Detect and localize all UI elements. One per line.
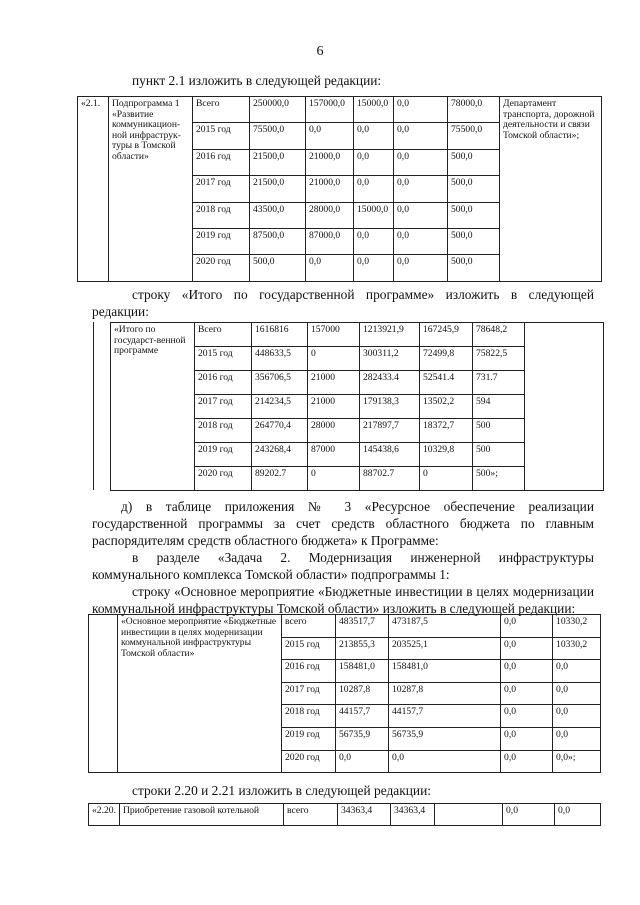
value-cell: 500,0 xyxy=(448,176,500,202)
value-cell: 0,0 xyxy=(501,615,553,638)
value-cell: 217897,7 xyxy=(360,419,420,443)
value-cell: 28000,0 xyxy=(306,202,354,228)
value-cell: 0,0»; xyxy=(553,750,601,773)
value-cell: 87000 xyxy=(308,443,360,467)
value-cell: 500,0 xyxy=(448,228,500,254)
value-cell: 0,0 xyxy=(394,176,448,202)
value-cell: 500,0 xyxy=(448,255,500,281)
value-cell: 157000,0 xyxy=(306,97,354,123)
value-cell: 72499,8 xyxy=(420,347,473,371)
value-cell: 0,0 xyxy=(354,149,394,175)
value-cell: 264770,4 xyxy=(252,419,308,443)
value-cell: 0,0 xyxy=(336,750,389,773)
instruction-paragraph-5: строку «Основное мероприятие «Бюджетные инвестиции в целях модернизации xyxy=(132,584,594,599)
table-total-program xyxy=(110,322,604,491)
value-cell: 34363,4 xyxy=(338,804,391,826)
value-cell: 21000,0 xyxy=(306,176,354,202)
year-cell: 2020 год xyxy=(195,467,252,491)
table-row xyxy=(78,97,602,123)
value-cell: 15000,0 xyxy=(354,202,394,228)
activity-name-cell: Приобретение газовой котельной xyxy=(120,804,284,826)
value-cell: 44157,7 xyxy=(336,705,389,728)
year-cell: всего xyxy=(282,615,336,638)
row-number-cell xyxy=(89,615,118,773)
instruction-paragraph-3-end: распорядителям средств областного бюджета» к Программе: xyxy=(92,533,439,548)
value-cell: 21500,0 xyxy=(250,176,306,202)
value-cell: 15000,0 xyxy=(354,97,394,123)
year-cell: 2019 год xyxy=(195,443,252,467)
value-cell: 0,0 xyxy=(501,660,553,683)
year-cell: 2015 год xyxy=(195,347,252,371)
year-cell: 2015 год xyxy=(282,637,336,660)
value-cell: 157000 xyxy=(308,323,360,347)
value-cell: 75500,0 xyxy=(250,123,306,149)
year-cell: 2017 год xyxy=(195,395,252,419)
value-cell: 21000,0 xyxy=(306,149,354,175)
subprogram-name-cell: Подпрограмма 1 «Развитие коммуникацион-ной инфраструк-туры в Томской области» xyxy=(109,97,193,282)
year-cell: 2018 год xyxy=(282,705,336,728)
value-cell: 0 xyxy=(308,467,360,491)
value-cell: 1616816 xyxy=(252,323,308,347)
table-row xyxy=(89,615,601,638)
value-cell: 0,0 xyxy=(394,149,448,175)
year-cell: Всего xyxy=(195,323,252,347)
value-cell: 0,0 xyxy=(306,123,354,149)
instruction-paragraph-6: строки 2.20 и 2.21 изложить в следующей редакции: xyxy=(132,783,431,798)
value-cell: 0,0 xyxy=(354,228,394,254)
value-cell: 56735,9 xyxy=(389,727,501,750)
value-cell: 18372,7 xyxy=(420,419,473,443)
instruction-paragraph-1: пункт 2.1 изложить в следующей редакции: xyxy=(132,73,382,88)
total-name-cell: «Итого по государст-венной программе xyxy=(111,323,195,491)
year-cell: 2019 год xyxy=(193,228,250,254)
table-subprogram-1 xyxy=(77,96,602,282)
table-main-activity xyxy=(88,614,601,773)
table-left-border xyxy=(93,322,94,490)
responsible-cell: Департамент транспорта, дорожной деятельности и связи Томской области»; xyxy=(500,97,602,282)
value-cell: 203525,1 xyxy=(389,637,501,660)
value-cell: 0,0 xyxy=(501,705,553,728)
value-cell: 158481,0 xyxy=(336,660,389,683)
value-cell: 214234,5 xyxy=(252,395,308,419)
value-cell: 167245,9 xyxy=(420,323,473,347)
value-cell: 356706,5 xyxy=(252,371,308,395)
value-cell: 0,0 xyxy=(394,202,448,228)
year-cell: 2017 год xyxy=(193,176,250,202)
year-cell: 2016 год xyxy=(195,371,252,395)
value-cell: 0,0 xyxy=(555,804,601,826)
value-cell: 0,0 xyxy=(501,727,553,750)
year-cell: 2017 год xyxy=(282,682,336,705)
value-cell: 0,0 xyxy=(553,682,601,705)
value-cell: 500,0 xyxy=(250,255,306,281)
year-cell: 2020 год xyxy=(193,255,250,281)
value-cell: 0,0 xyxy=(394,255,448,281)
page-number: 6 xyxy=(316,44,324,59)
value-cell: 500,0 xyxy=(448,202,500,228)
value-cell: 0,0 xyxy=(394,123,448,149)
value-cell: 243268,4 xyxy=(252,443,308,467)
empty-cell xyxy=(525,323,604,491)
activity-name-cell: «Основное мероприятие «Бюджетные инвестиции в целях модернизации коммунальной инфраструктуры Томской области» xyxy=(118,615,282,773)
instruction-paragraph-2-cont: редакции: xyxy=(92,304,149,319)
instruction-paragraph-3-cont: государственной программы за счет средств областного бюджета по главным xyxy=(92,516,594,531)
value-cell: 594 xyxy=(473,395,525,419)
value-cell: 0,0 xyxy=(501,682,553,705)
value-cell: 731.7 xyxy=(473,371,525,395)
value-cell: 0,0 xyxy=(503,804,555,826)
year-cell: 2019 год xyxy=(282,727,336,750)
value-cell: 500,0 xyxy=(448,149,500,175)
value-cell: 88702.7 xyxy=(360,467,420,491)
row-number-cell: «2.1. xyxy=(78,97,109,282)
value-cell: 0,0 xyxy=(553,705,601,728)
value-cell: 21000 xyxy=(308,371,360,395)
table-row xyxy=(111,323,604,347)
year-cell: 2020 год xyxy=(282,750,336,773)
value-cell: 213855,3 xyxy=(336,637,389,660)
value-cell: 75822,5 xyxy=(473,347,525,371)
value-cell: 21000 xyxy=(308,395,360,419)
value-cell: 0,0 xyxy=(354,123,394,149)
row-number-cell: «2.20. xyxy=(89,804,120,826)
value-cell: 87500,0 xyxy=(250,228,306,254)
instruction-paragraph-3: д) в таблице приложения № 3 «Ресурсное обеспечение реализации xyxy=(121,499,594,514)
year-cell: 2016 год xyxy=(193,149,250,175)
value-cell: 0,0 xyxy=(394,97,448,123)
value-cell: 56735,9 xyxy=(336,727,389,750)
value-cell: 473187,5 xyxy=(389,615,501,638)
year-cell: 2015 год xyxy=(193,123,250,149)
value-cell: 21500,0 xyxy=(250,149,306,175)
instruction-paragraph-4: в разделе «Задача 2. Модернизация инженерной инфраструктуры xyxy=(132,550,594,565)
value-cell: 10287,8 xyxy=(389,682,501,705)
value-cell: 282433.4 xyxy=(360,371,420,395)
value-cell: 10329,8 xyxy=(420,443,473,467)
value-cell: 89202.7 xyxy=(252,467,308,491)
year-cell: 2018 год xyxy=(193,202,250,228)
instruction-paragraph-4-cont: коммунального комплекса Томской области» подпрограммы 1: xyxy=(92,567,450,582)
value-cell: 52541.4 xyxy=(420,371,473,395)
table-rows-2-20 xyxy=(88,803,601,826)
value-cell: 44157,7 xyxy=(389,705,501,728)
value-cell: 0,0 xyxy=(501,750,553,773)
value-cell: 0,0 xyxy=(354,176,394,202)
value-cell: 300311,2 xyxy=(360,347,420,371)
value-cell: 1213921,9 xyxy=(360,323,420,347)
value-cell: 10330,2 xyxy=(553,615,601,638)
year-cell: всего xyxy=(284,804,338,826)
value-cell: 0,0 xyxy=(354,255,394,281)
instruction-paragraph-2: строку «Итого по государственной программе» изложить в следующей xyxy=(132,287,594,302)
value-cell: 10287,8 xyxy=(336,682,389,705)
value-cell: 34363,4 xyxy=(391,804,435,826)
year-cell: Всего xyxy=(193,97,250,123)
year-cell: 2016 год xyxy=(282,660,336,683)
value-cell: 28000 xyxy=(308,419,360,443)
value-cell: 448633,5 xyxy=(252,347,308,371)
value-cell: 250000,0 xyxy=(250,97,306,123)
value-cell: 87000,0 xyxy=(306,228,354,254)
value-cell: 500 xyxy=(473,419,525,443)
value-cell: 145438,6 xyxy=(360,443,420,467)
value-cell: 500»; xyxy=(473,467,525,491)
value-cell: 0,0 xyxy=(553,660,601,683)
value-cell: 0,0 xyxy=(394,228,448,254)
value-cell: 0 xyxy=(420,467,473,491)
year-cell: 2018 год xyxy=(195,419,252,443)
value-cell: 78000,0 xyxy=(448,97,500,123)
value-cell: 78648,2 xyxy=(473,323,525,347)
empty-cell xyxy=(435,804,503,826)
value-cell: 179138,3 xyxy=(360,395,420,419)
value-cell: 500 xyxy=(473,443,525,467)
value-cell: 75500,0 xyxy=(448,123,500,149)
value-cell: 158481,0 xyxy=(389,660,501,683)
value-cell: 0,0 xyxy=(501,637,553,660)
value-cell: 13502,2 xyxy=(420,395,473,419)
value-cell: 483517,7 xyxy=(336,615,389,638)
table-row xyxy=(89,804,601,826)
value-cell: 0,0 xyxy=(553,727,601,750)
instruction-paragraph-5-cont: коммунальной инфраструктуры Томской области» изложить в следующей редакции: xyxy=(92,601,576,616)
value-cell: 43500,0 xyxy=(250,202,306,228)
value-cell: 0,0 xyxy=(389,750,501,773)
value-cell: 0 xyxy=(308,347,360,371)
value-cell: 10330,2 xyxy=(553,637,601,660)
value-cell: 0,0 xyxy=(306,255,354,281)
